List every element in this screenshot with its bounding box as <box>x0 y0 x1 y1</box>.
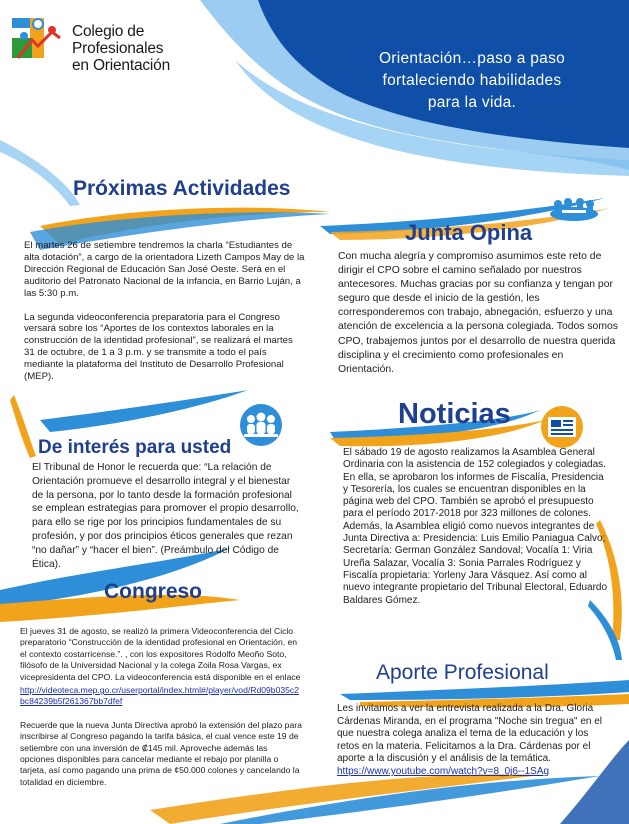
junta-title: Junta Opina <box>405 220 533 245</box>
congreso-paragraph-2: Recuerde que la nueva Junta Directiva aprobó la extensión del plazo para inscribirse al Congreso pagando la tarifa básica, el cual vence este 19 de setiembre con una inversión de ₡145 mil. Aproveche además las opciones disponibles para cancelar mediante el rebajo por planilla o tarjeta, así como pagando una prima de ¢50.000 colones y cancelando la totalidad en diciembre. <box>20 719 302 787</box>
aporte-paragraph: Les invitamos a ver la entrevista realizada a la Dra. Gloria Cárdenas Miranda, en el programa "Noche sin tregua" en el que nuestra colega analiza el tema de la educación y los retos en la materia. Felicitamos a la Dra. Cárdenas por el aporte a la discusión y el análisis de la temática. <box>337 703 603 765</box>
noticias-body: El sábado 19 de agosto realizamos la Asamblea General Ordinaria con la asistencia de 152 colegiados y colegiadas. En ella, se aprobaron los informes de Fiscalía, Presidencia y Tesorería, los cuales se encuentran disponibles en la página web del CPO. También se aprobó el presupuesto para el período 2017-2018 por 323 millones de colones. Además, la Asamblea eligió como nuevos integrantes de Junta Directiva a: Presidencia: Luis Emilio Paniagua Calvo; Secretaría: German González Sandoval; Vocalía 1: Viria Ureña Salazar, Vocalía 3: Sonia Parrales Rodríguez y Fiscalía propietaria: Yorleny Jara Vásquez. Así como al nuevo integrante propietario del Tribunal Electoral, Eduardo Baldares Gómez. <box>343 447 608 606</box>
junta-body: Con mucha alegría y compromiso asumimos este reto de dirigir el CPO sobre el camino señalado por nuestros antecesores. Muchas gracias por su confianza y tengan por seguro que desde el inicio de la gestión, les corresponderemos con trabajo, abnegación, esfuerzo y una atención de excelencia a la persona colegiada. Todos somos CPO, trabajemos juntos por el desarrollo de nuestra querida disciplina y el crecimiento como profesionales en Orientación. <box>338 251 618 375</box>
interes-arc-blue <box>40 390 248 432</box>
congreso-title: Congreso <box>104 580 203 603</box>
logo-line-1: Colegio de <box>72 23 145 40</box>
banner-line-1: Orientación…paso a paso <box>378 50 566 67</box>
banner-line-3: para la vida. <box>427 94 517 111</box>
proximas-body <box>24 240 306 383</box>
proximas-title: Próximas Actividades <box>73 177 291 200</box>
interes-title: De interés para usted <box>38 437 232 458</box>
aporte-title: Aporte Profesional <box>376 661 549 684</box>
logo-figures-icon <box>8 10 70 72</box>
logo <box>8 10 178 76</box>
congreso-body <box>20 626 302 788</box>
aporte-body <box>337 703 613 779</box>
logo-line-3: en Orientación <box>72 57 171 74</box>
newspaper-icon <box>536 406 588 448</box>
congreso-paragraph-1: El jueves 31 de agosto, se realizó la primera Videoconferencia del Ciclo preparatorio “Construcción de la identidad profesional en Orientación, en el contexto costarricense.”. , con los expositores Rodolfo Meoño Soto, filósofo de la Universidad Nacional y la colega Zoila Rosa Vargas, ex vicepresidenta del CPO. La videoconferencia está disponible en el enlace <box>20 626 301 682</box>
banner-line-2: fortaleciendo habilidades <box>382 72 562 89</box>
interes-body: El Tribunal de Honor le recuerda que: “La relación de Orientación promueve el desarrollo integral y el bienestar de la persona, por lo tanto desde la formación profesional se emplean estrategias para promover el propio desarrollo, para ello se rige por los principios fundamentales de su profesión, y por dos principios éticos generales que rezan “no dañar” y “hacer el bien”. (Preámbulo del Código de Ética). <box>32 462 299 570</box>
noticias-title: Noticias <box>398 398 511 430</box>
group-people-icon <box>236 404 286 446</box>
proximas-paragraph-1: El martes 26 de setiembre tendremos la charla “Estudiantes de alta dotación”, a cargo de la orientadora Lizeth Campos May de la Dirección Regional de Educación San José Oeste. Será en el auditorio del Patronato Nacional de la infancia, en Barrio Luján, a las 5:30 p.m. <box>24 240 305 299</box>
congreso-video-link[interactable]: http://videoteca.mep.go.cr/userportal/index.html#/player/vod/Rd09b035c2bc84239b5f261367bb7dfef <box>20 685 299 707</box>
banner-tagline <box>362 48 582 114</box>
proximas-paragraph-2: La segunda videoconferencia preparatoria para el Congreso versará sobre los “Aportes de los contextos laborales en la construcción de la identidad profesional”, se realizará el martes 31 de octubre, de 1 a 3 p.m. y se transmite a todo el país mediante la plataforma del Instituto de Desarrollo Profesional (MEP). <box>24 311 293 383</box>
logo-line-2: Profesionales <box>72 40 164 57</box>
interes-left-arc <box>10 395 36 458</box>
left-arc <box>0 140 80 206</box>
meeting-table-icon <box>548 194 600 222</box>
aporte-video-link[interactable]: https://www.youtube.com/watch?v=8_0j6--1SAg <box>337 765 550 777</box>
